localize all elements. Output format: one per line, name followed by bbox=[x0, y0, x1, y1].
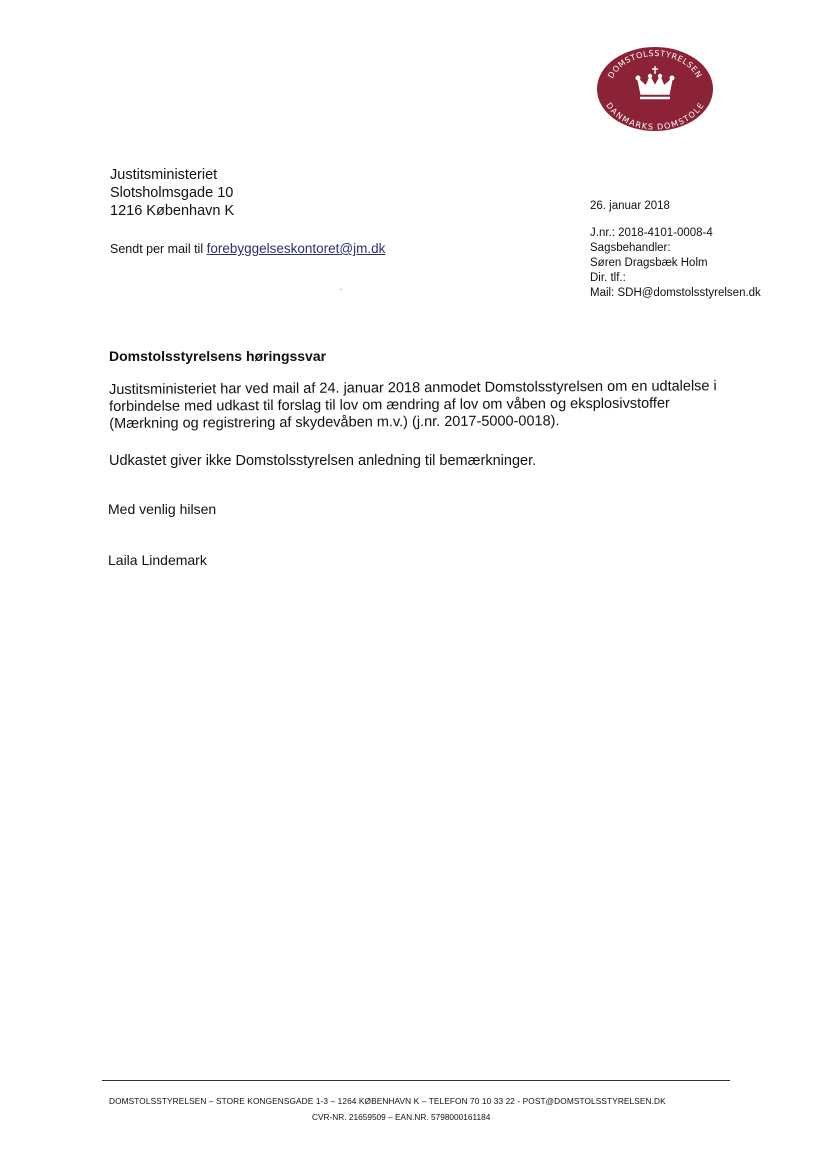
footer-address: DOMSTOLSSTYRELSEN – STORE KONGENSGADE 1-3 – 1264 KØBENHAVN K – TELEFON 70 10 33 22 - POST@DOMSTOLSSTYRELSEN.DK bbox=[109, 1096, 666, 1106]
recipient-city: 1216 København K bbox=[110, 203, 235, 219]
case-metadata bbox=[590, 226, 761, 301]
paragraph-1-line: forbindelse med udkast til forslag til lov om ændring af lov om våben og eksplosivstoffer bbox=[109, 395, 670, 415]
letter-paragraph-1 bbox=[109, 378, 749, 433]
letter-greeting: Med venlig hilsen bbox=[108, 501, 217, 517]
letter-heading: Domstolsstyrelsens høringssvar bbox=[109, 348, 327, 364]
journal-number: J.nr.: 2018-4101-0008-4 bbox=[590, 227, 713, 239]
footer-divider bbox=[102, 1080, 730, 1081]
recipient-email-link[interactable]: forebyggelseskontoret@jm.dk bbox=[206, 241, 386, 256]
sent-line bbox=[110, 241, 385, 256]
logo-bottom-text: DANMARKS DOMSTOLE bbox=[604, 101, 706, 132]
handler-mail: Mail: SDH@domstolsstyrelsen.dk bbox=[590, 287, 761, 299]
handler-label: Sagsbehandler: bbox=[590, 242, 671, 254]
recipient-street: Slotsholmsgade 10 bbox=[110, 185, 234, 201]
recipient-address bbox=[110, 166, 234, 220]
logo-seal bbox=[596, 46, 714, 132]
footer-registration: CVR-NR. 21659509 – EAN.NR. 5798000161184 bbox=[312, 1112, 491, 1122]
letter-paragraph-2: Udkastet giver ikke Domstolsstyrelsen anledning til bemærkninger. bbox=[109, 453, 537, 469]
logo-top-text: DOMSTOLSSTYRELSEN bbox=[606, 48, 704, 80]
letter-signature: Laila Lindemark bbox=[108, 552, 207, 568]
scan-speck bbox=[340, 289, 342, 290]
paragraph-1-line: (Mærkning og registrering af skydevåben m.v.) (j.nr. 2017-5000-0018). bbox=[109, 413, 560, 432]
sent-prefix: Sendt per mail til bbox=[110, 242, 204, 256]
recipient-name: Justitsministeriet bbox=[110, 167, 218, 183]
domstolsstyrelsen-logo bbox=[596, 46, 714, 132]
paragraph-1-line: Justitsministeriet har ved mail af 24. januar 2018 anmodet Domstolsstyrelsen om en udtalelse i bbox=[109, 378, 717, 398]
letter-date: 26. januar 2018 bbox=[590, 200, 670, 212]
handler-name: Søren Dragsbæk Holm bbox=[590, 257, 708, 269]
phone-label: Dir. tlf.: bbox=[590, 272, 626, 284]
